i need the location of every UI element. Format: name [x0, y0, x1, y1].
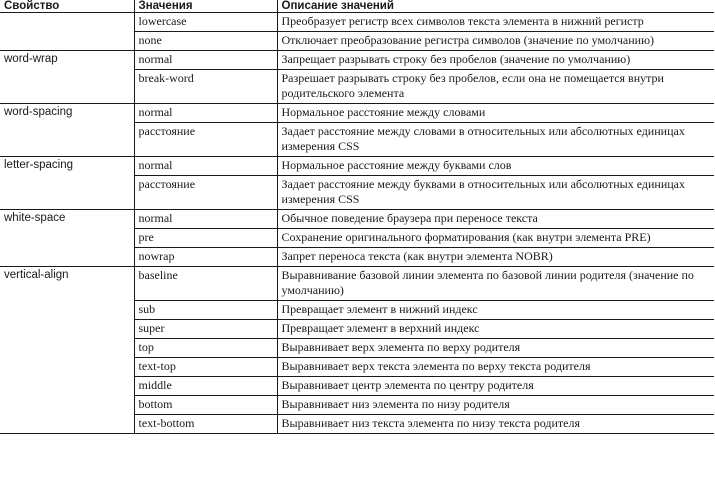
value-cell: normal [134, 51, 277, 70]
table-body [0, 13, 714, 434]
description-cell: Нормальное расстояние между словами [277, 104, 714, 123]
description-cell: Нормальное расстояние между буквами слов [277, 157, 714, 176]
header-values: Значения [134, 0, 277, 13]
value-cell: text-bottom [134, 415, 277, 434]
property-name-cell: word-spacing [0, 104, 134, 157]
description-cell: Отключает преобразование регистра символов (значение по умолчанию) [277, 32, 714, 51]
description-cell: Выравнивает центр элемента по центру родителя [277, 377, 714, 396]
table-row [0, 210, 714, 229]
header-property: Свойство [0, 0, 134, 13]
description-cell: Выравнивает верх элемента по верху родителя [277, 339, 714, 358]
header-description: Описание значений [277, 0, 714, 13]
description-cell: Превращает элемент в нижний индекс [277, 301, 714, 320]
description-cell: Запрет переноса текста (как внутри элемента NOBR) [277, 248, 714, 267]
value-cell: middle [134, 377, 277, 396]
value-cell: pre [134, 229, 277, 248]
description-cell: Преобразует регистр всех символов текста элемента в нижний регистр [277, 13, 714, 32]
table-row [0, 13, 714, 32]
table-row [0, 157, 714, 176]
property-name-cell: white-space [0, 210, 134, 267]
description-cell: Превращает элемент в верхний индекс [277, 320, 714, 339]
property-name-cell: vertical-align [0, 267, 134, 434]
property-name-cell: word-wrap [0, 51, 134, 104]
description-cell: Задает расстояние между словами в относительных или абсолютных единицах измерения CSS [277, 123, 714, 157]
description-cell: Выравнивание базовой линии элемента по базовой линии родителя (значение по умолчанию) [277, 267, 714, 301]
value-cell: text-top [134, 358, 277, 377]
description-cell: Выравнивает низ текста элемента по низу текста родителя [277, 415, 714, 434]
value-cell: расстояние [134, 176, 277, 210]
description-cell: Запрещает разрывать строку без пробелов (значение по умолчанию) [277, 51, 714, 70]
value-cell: normal [134, 157, 277, 176]
description-cell: Разрешает разрывать строку без пробелов, если она не помещается внутри родительского элемента [277, 70, 714, 104]
value-cell: normal [134, 104, 277, 123]
value-cell: baseline [134, 267, 277, 301]
table-row [0, 51, 714, 70]
table-row [0, 104, 714, 123]
value-cell: super [134, 320, 277, 339]
value-cell: расстояние [134, 123, 277, 157]
description-cell: Обычное поведение браузера при переносе текста [277, 210, 714, 229]
description-cell: Задает расстояние между буквами в относительных или абсолютных единицах измерения CSS [277, 176, 714, 210]
value-cell: normal [134, 210, 277, 229]
value-cell: bottom [134, 396, 277, 415]
value-cell: sub [134, 301, 277, 320]
value-cell: nowrap [134, 248, 277, 267]
value-cell: top [134, 339, 277, 358]
value-cell: break-word [134, 70, 277, 104]
table-row [0, 267, 714, 301]
description-cell: Сохранение оригинального форматирования (как внутри элемента PRE) [277, 229, 714, 248]
table-header-row [0, 0, 714, 13]
property-name-cell [0, 13, 134, 51]
value-cell: none [134, 32, 277, 51]
property-name-cell: letter-spacing [0, 157, 134, 210]
description-cell: Выравнивает низ элемента по низу родителя [277, 396, 714, 415]
description-cell: Выравнивает верх текста элемента по верху текста родителя [277, 358, 714, 377]
value-cell: lowercase [134, 13, 277, 32]
